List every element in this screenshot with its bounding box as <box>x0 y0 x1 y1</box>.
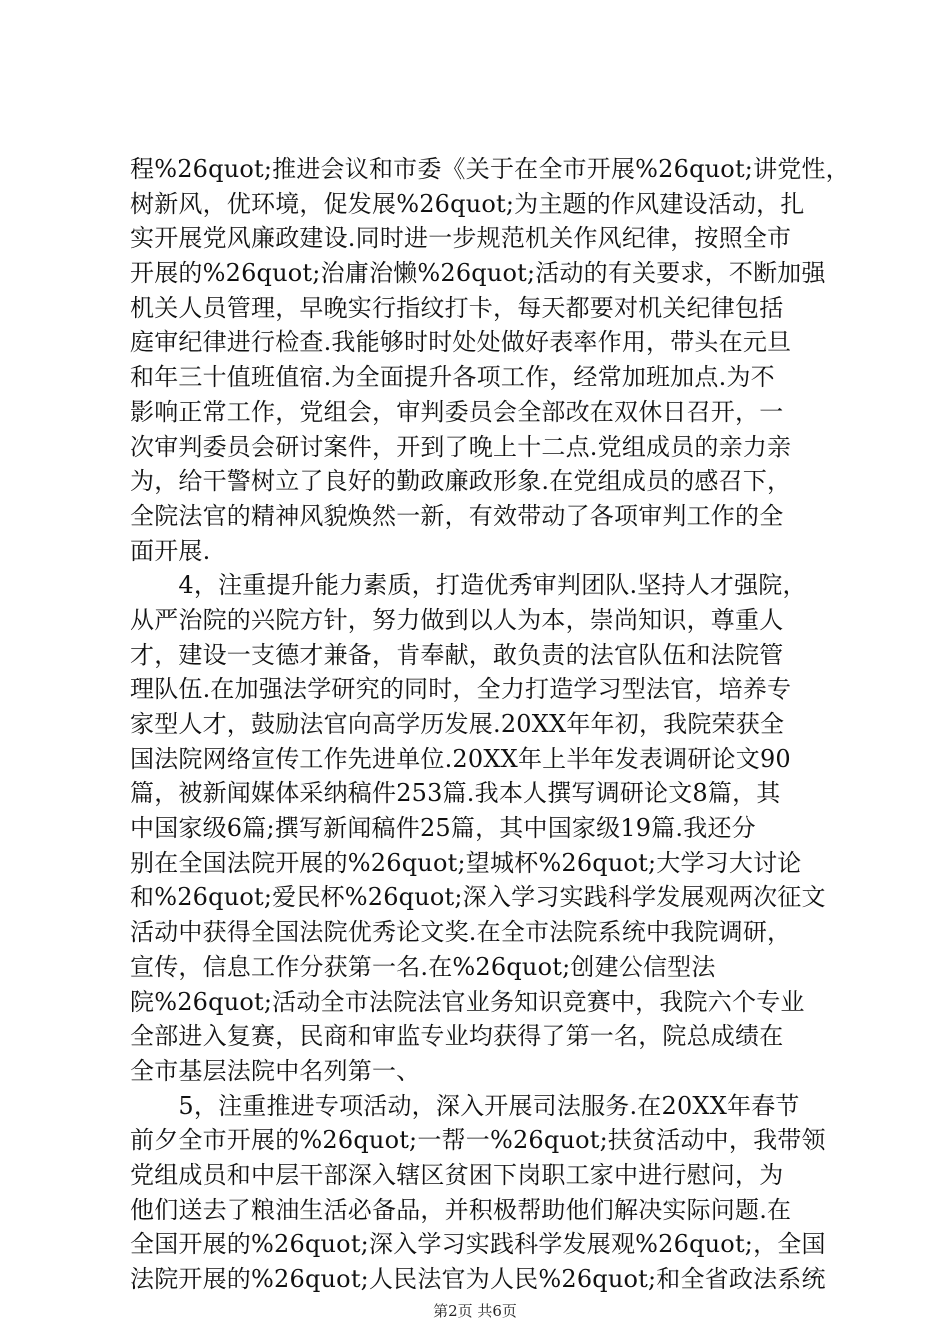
text-line: 机关人员管理，早晚实行指纹打卡，每天都要对机关纪律包括 <box>130 293 784 322</box>
text-line: 全国开展的%26quot;深入学习实践科学发展观%26quot;，全国 <box>130 1230 826 1259</box>
text-line: 院%26quot;活动全市法院法官业务知识竞赛中，我院六个专业 <box>130 987 805 1016</box>
text-line: 开展的%26quot;治庸治懒%26quot;活动的有关要求，不断加强 <box>130 259 826 288</box>
text-line: 党组成员和中层干部深入辖区贫困下岗职工家中进行慰问，为 <box>130 1160 784 1189</box>
text-line: 程%26quot;推进会议和市委《关于在全市开展%26quot;讲党性， <box>130 155 850 183</box>
text-line: 树新风，优环境，促发展%26quot;为主题的作风建设活动，扎 <box>130 189 805 218</box>
text-line: 理队伍.在加强法学研究的同时，全力打造学习型法官，培养专 <box>130 675 792 704</box>
text-line: 国法院网络宣传工作先进单位.20XX年上半年发表调研论文90 <box>130 744 791 773</box>
text-line: 活动中获得全国法院优秀论文奖.在全市法院系统中我院调研， <box>130 918 792 947</box>
text-line: 中国家级6篇;撰写新闻稿件25篇，其中国家级19篇.我还分 <box>130 814 756 843</box>
text-line: 5，注重推进专项活动，深入开展司法服务.在20XX年春节 <box>130 1091 800 1120</box>
text-line: 他们送去了粮油生活必备品，并积极帮助他们解决实际问题.在 <box>130 1195 792 1224</box>
text-line: 才，建设一支德才兼备，肯奉献，敢负责的法官队伍和法院管 <box>130 640 784 669</box>
text-line: 庭审纪律进行检查.我能够时时处处做好表率作用，带头在元旦 <box>130 328 792 357</box>
text-line: 影响正常工作，党组会，审判委员会全部改在双休日召开，一 <box>130 397 784 426</box>
text-line: 和%26quot;爱民杯%26quot;深入学习实践科学发展观两次征文 <box>130 883 826 912</box>
text-line: 为，给干警树立了良好的勤政廉政形象.在党组成员的感召下， <box>130 467 792 496</box>
text-line: 实开展党风廉政建设.同时进一步规范机关作风纪律，按照全市 <box>130 224 792 253</box>
page-footer: 第2页 共6页 <box>433 1302 517 1320</box>
text-line: 全院法官的精神风貌焕然一新，有效带动了各项审判工作的全 <box>130 501 784 530</box>
text-line: 次审判委员会研讨案件，开到了晚上十二点.党组成员的亲力亲 <box>130 432 792 461</box>
text-line: 4，注重提升能力素质，打造优秀审判团队.坚持人才强院， <box>130 571 807 600</box>
text-line: 法院开展的%26quot;人民法官为人民%26quot;和全省政法系统 <box>130 1265 826 1293</box>
text-line: 全市基层法院中名列第一、 <box>130 1056 421 1085</box>
text-line: 面开展. <box>130 536 211 565</box>
text-line: 篇，被新闻媒体采纳稿件253篇.我本人撰写调研论文8篇，其 <box>130 779 781 808</box>
text-line: 全部进入复赛，民商和审监专业均获得了第一名，院总成绩在 <box>130 1022 784 1051</box>
text-line: 从严治院的兴院方针，努力做到以人为本，崇尚知识，尊重人 <box>130 605 784 634</box>
text-line: 别在全国法院开展的%26quot;望城杯%26quot;大学习大讨论 <box>130 848 802 877</box>
text-line: 和年三十值班值宿.为全面提升各项工作，经常加班加点.为不 <box>130 363 775 392</box>
body-text <box>130 152 850 1297</box>
text-line: 宣传，信息工作分获第一名.在%26quot;创建公信型法 <box>130 952 716 981</box>
text-line: 前夕全市开展的%26quot;一帮一%26quot;扶贫活动中，我带领 <box>130 1126 826 1155</box>
text-line: 家型人才，鼓励法官向高学历发展.20XX年年初，我院荣获全 <box>130 710 785 738</box>
